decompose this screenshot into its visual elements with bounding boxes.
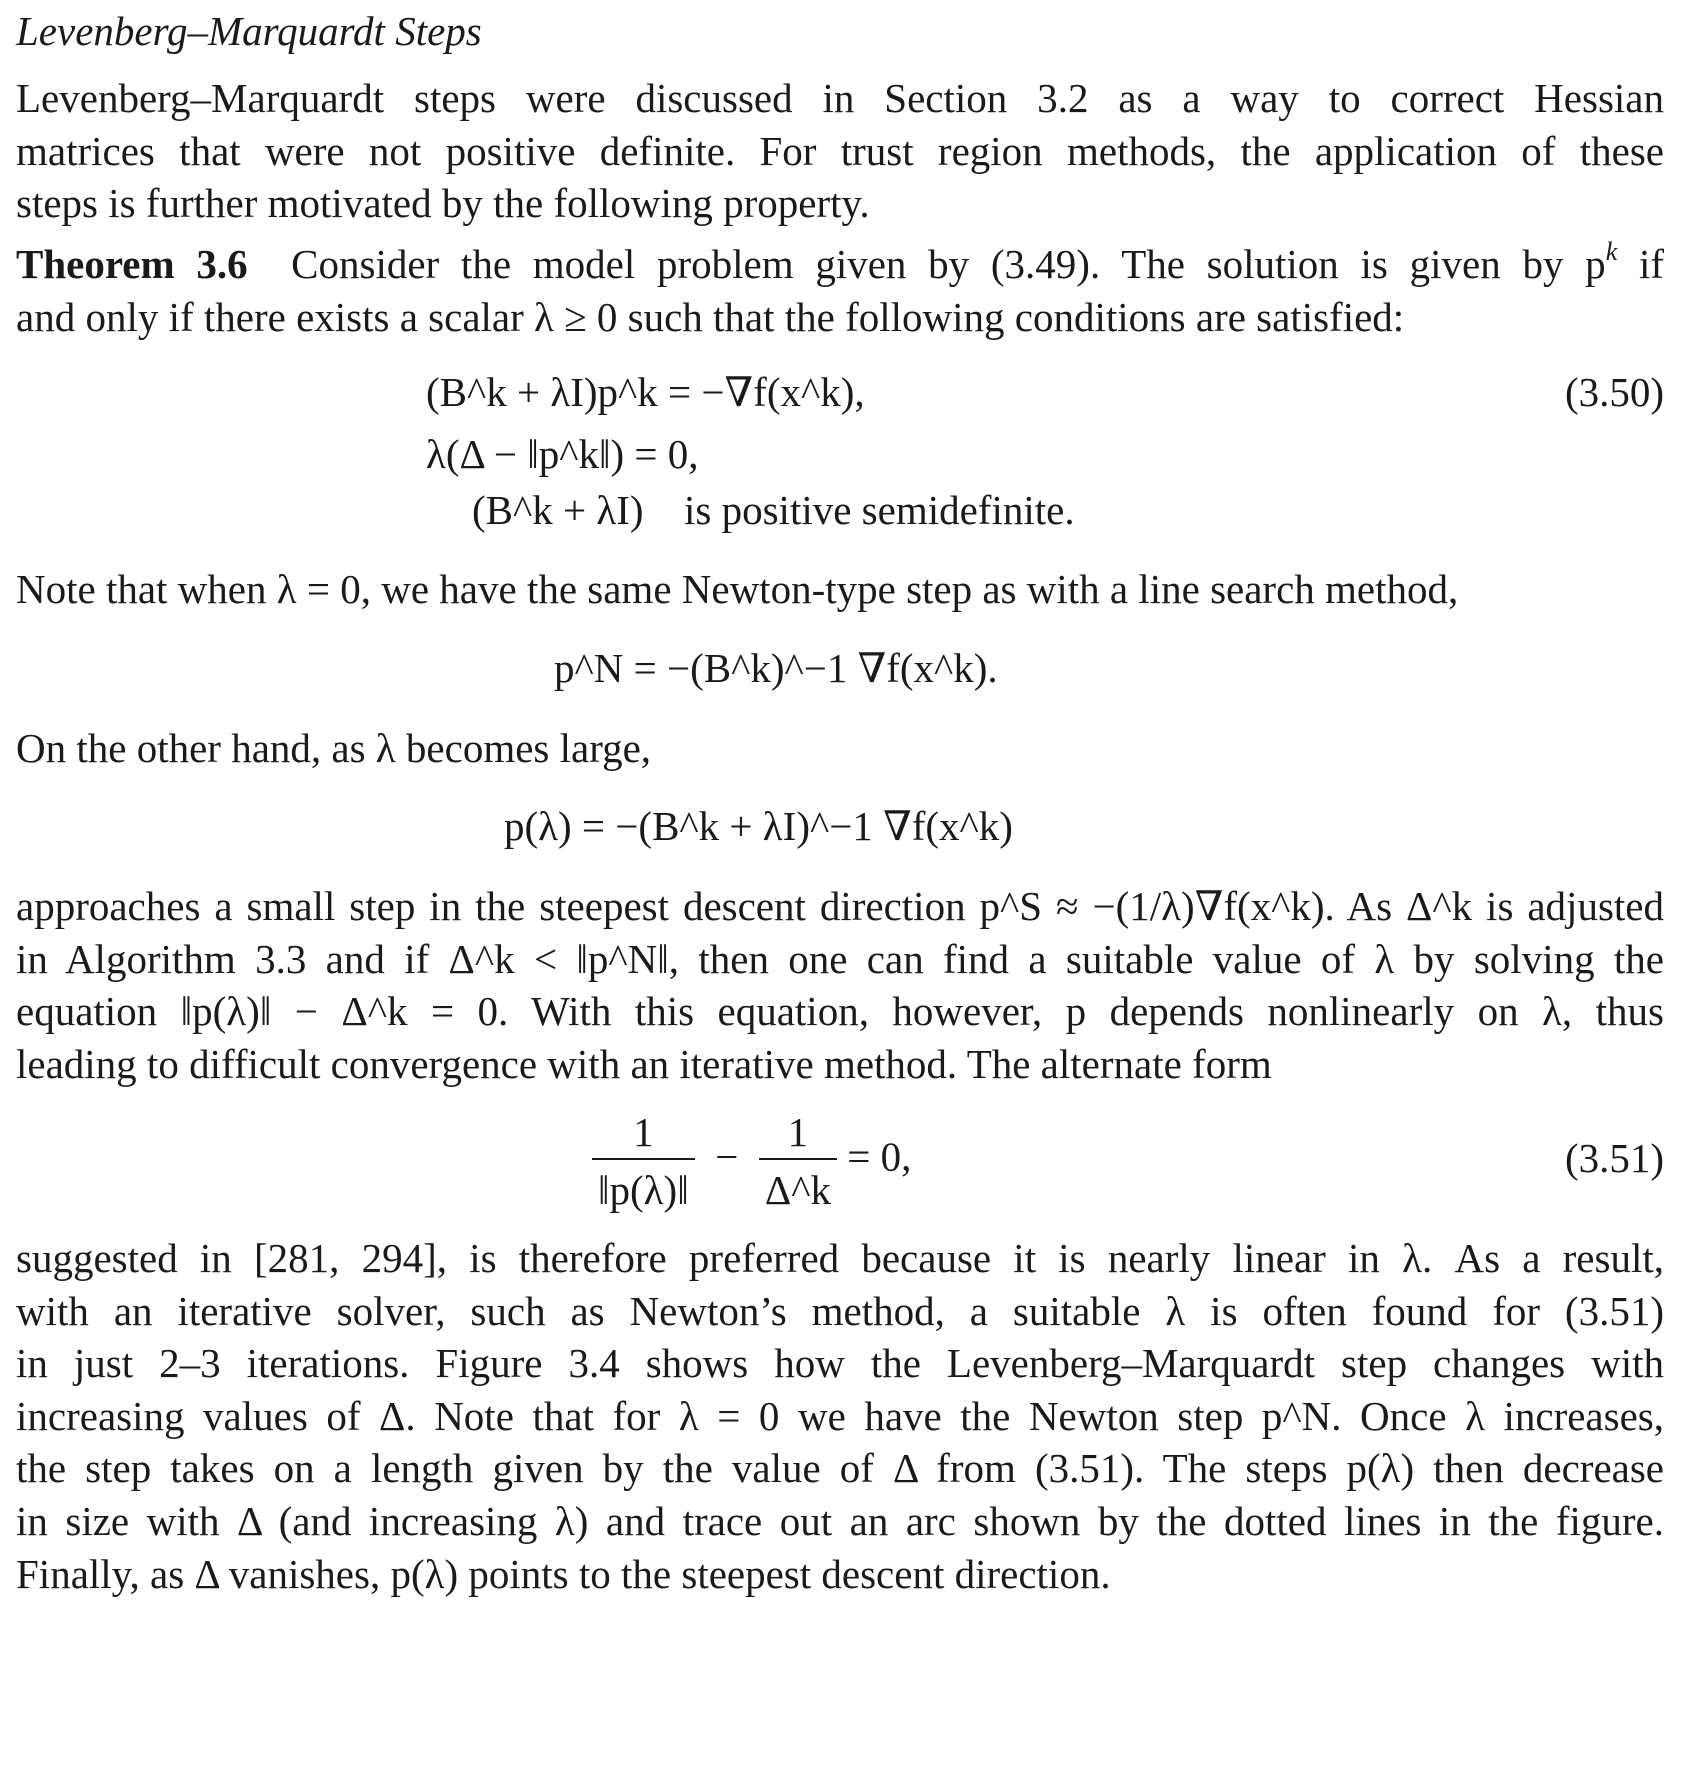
eq-3-51-frac2-denominator: Δ^k bbox=[759, 1158, 837, 1216]
theorem-text-1: Consider the model problem given by (3.49). The solution is given by p bbox=[291, 241, 1606, 287]
theorem-superscript: k bbox=[1605, 238, 1618, 266]
equation-newton-step: p^N = −(B^k)^−1 ∇f(x^k). bbox=[554, 645, 998, 691]
intro-paragraph bbox=[16, 72, 1664, 230]
eq-3-51-fraction-2 bbox=[759, 1106, 837, 1216]
conclusion-line-3: in just 2–3 iterations. Figure 3.4 shows how the Levenberg–Marquardt step changes with bbox=[16, 1340, 1664, 1387]
theorem-text-1-end: if bbox=[1638, 241, 1664, 287]
approach-line-2: in Algorithm 3.3 and if Δ^k < ‖p^N‖, then one can find a suitable value of λ by solving the bbox=[16, 935, 1664, 982]
eq-3-51-frac1-numerator: 1 bbox=[633, 1109, 654, 1155]
equation-3-51: $\frac{1}{‖p(\lambda)‖}$ − $\frac{1}{\Delta\^{}k}$ = 0, bbox=[592, 1106, 911, 1216]
intro-line-3: steps is further motivated by the following property. bbox=[16, 180, 870, 227]
conclusion-line-2: with an iterative solver, such as Newton’s method, a suitable λ is often found for (3.51) bbox=[16, 1287, 1664, 1334]
eq-3-51-number: (3.51) bbox=[1564, 1135, 1664, 1181]
intro-line-1: Levenberg–Marquardt steps were discussed in Section 3.2 as a way to correct Hessian bbox=[16, 75, 1664, 121]
eq-3-51-frac1-denominator: ‖p(λ)‖ bbox=[592, 1158, 695, 1216]
eq-3-50-row-3-text: is positive semidefinite. bbox=[684, 487, 1075, 533]
conclusion-line-7: Finally, as Δ vanishes, p(λ) points to the steepest descent direction. bbox=[16, 1550, 1111, 1597]
eq-3-51-frac2-numerator: 1 bbox=[787, 1109, 809, 1155]
eq-3-50-row-1: (B^k + λI)p^k = −∇f(x^k), bbox=[426, 369, 865, 415]
eq-3-50-number: (3.50) bbox=[1564, 369, 1664, 415]
conclusion-paragraph bbox=[16, 1232, 1664, 1600]
theorem-line-2: and only if there exists a scalar λ ≥ 0 such that the following conditions are satisfied: bbox=[16, 293, 1405, 340]
conclusion-line-6: in size with Δ (and increasing λ) and trace out an arc shown by the dotted lines in the figure. bbox=[16, 1497, 1664, 1544]
conclusion-line-1: suggested in [281, 294], is therefore preferred because it is nearly linear in λ. As a result, bbox=[16, 1235, 1664, 1281]
section-title: Levenberg–Marquardt Steps bbox=[16, 8, 482, 54]
theorem-label: Theorem 3.6 bbox=[16, 241, 248, 287]
other-hand-line: On the other hand, as λ becomes large, bbox=[16, 725, 652, 771]
conclusion-line-5: the step takes on a length given by the value of Δ from (3.51). The steps p(λ) then decrease bbox=[16, 1445, 1664, 1492]
theorem-paragraph bbox=[16, 238, 1664, 343]
eq-3-50-row-3: (B^k + λI) bbox=[472, 487, 644, 533]
conclusion-line-4: increasing values of Δ. Note that for λ = 0 we have the Newton step p^N. Once λ increases, bbox=[16, 1392, 1664, 1439]
eq-3-51-tail: = 0, bbox=[847, 1133, 912, 1180]
note-line: Note that when λ = 0, we have the same Newton-type step as with a line search method, bbox=[16, 566, 1459, 612]
note-paragraph bbox=[16, 563, 1664, 616]
other-hand-paragraph bbox=[16, 722, 1664, 775]
intro-line-2: matrices that were not positive definite. For trust region methods, the application of these bbox=[16, 127, 1664, 174]
approach-line-3: equation ‖p(λ)‖ − Δ^k = 0. With this equation, however, p depends nonlinearly on λ, thus bbox=[16, 988, 1664, 1035]
eq-3-51-fraction-1 bbox=[592, 1106, 695, 1216]
eq-3-50-row-2: λ(Δ − ‖p^k‖) = 0, bbox=[426, 431, 699, 477]
approach-line-4: leading to difficult convergence with an iterative method. The alternate form bbox=[16, 1040, 1272, 1087]
theorem-line-1 bbox=[16, 238, 1664, 291]
equation-p-lambda: p(λ) = −(B^k + λI)^−1 ∇f(x^k) bbox=[504, 803, 1013, 849]
approach-line-1: approaches a small step in the steepest descent direction p^S ≈ −(1/λ)∇f(x^k). As Δ^k is adjusted bbox=[16, 883, 1664, 929]
approach-paragraph bbox=[16, 880, 1664, 1090]
